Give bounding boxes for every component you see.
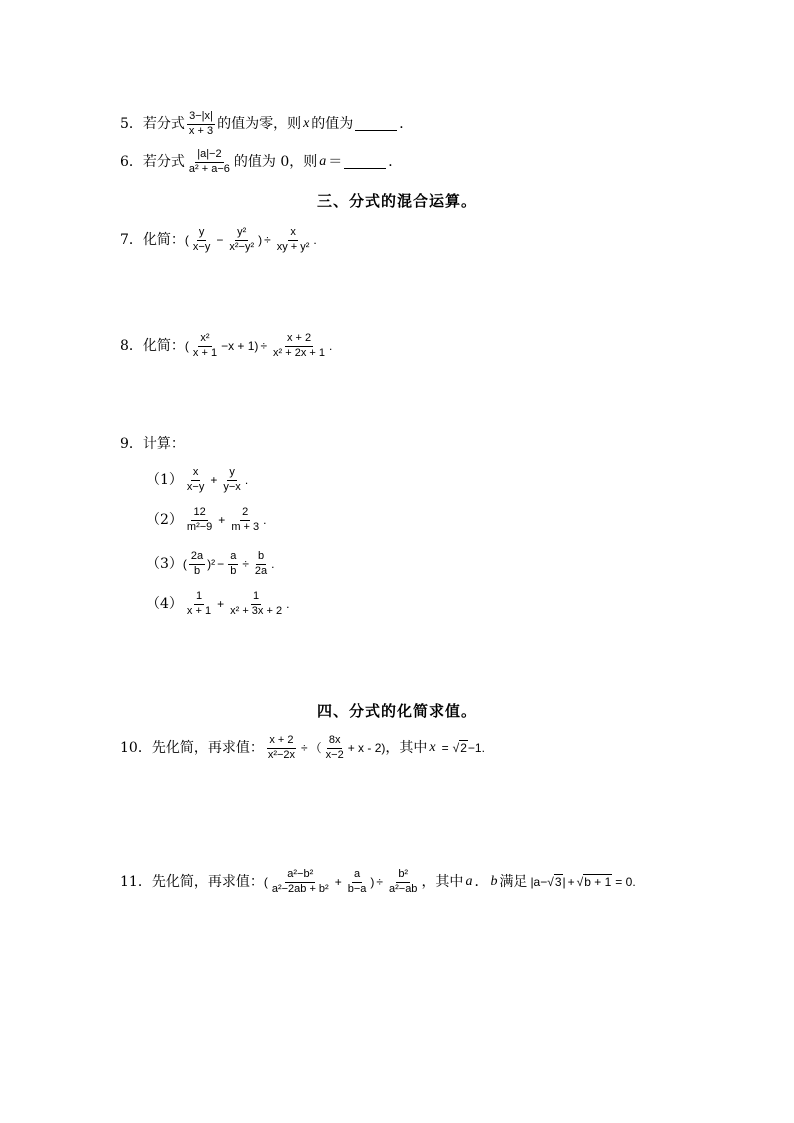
q9-p3-open-paren: ( <box>182 557 187 572</box>
q7-f3-num: x <box>288 226 298 241</box>
q9-p1-plus: + <box>210 473 218 488</box>
q6-numerator: |a|−2 <box>195 148 223 163</box>
q7-end: . <box>313 233 317 248</box>
q10-f2-num: 8x <box>327 734 343 749</box>
q9-p3-f1-den: b <box>193 564 201 577</box>
q10-variable: x <box>429 740 436 756</box>
q9-p3-power: )² <box>207 557 216 572</box>
q9-p1-f2-num: y <box>227 466 237 481</box>
q9-p3-divide: ÷ <box>242 557 249 572</box>
q10-f1-den: x²−2x <box>267 748 296 761</box>
q5-lead: 5．若分式 <box>120 116 185 133</box>
q8-fraction-1 <box>191 332 219 361</box>
q10-fraction-2 <box>324 734 346 763</box>
q8-mid: −x + 1) <box>221 339 259 354</box>
q10-end: . <box>481 741 485 756</box>
q11-sqrt-3-arg: 3 <box>554 875 562 890</box>
q9-p1-f1-den: x−y <box>186 480 205 493</box>
q9-p2-f2-den: m + 3 <box>231 520 260 533</box>
q9-p4-label: （4） <box>146 596 183 613</box>
question-9-part-3 <box>146 550 275 579</box>
q11-separator: ． <box>474 874 489 891</box>
q9-p4-end: . <box>286 597 290 612</box>
q11-f2-num: a <box>352 868 362 883</box>
q11-open-paren: ( <box>263 875 268 890</box>
q5-end: ． <box>399 116 414 133</box>
q9-p3-fraction-1 <box>189 550 205 579</box>
q6-fraction <box>187 148 232 177</box>
q10-f1-num: x + 2 <box>267 734 295 749</box>
q6-answer-blank[interactable] <box>344 156 386 169</box>
q7-fraction-2 <box>227 226 256 255</box>
q11-fraction-1 <box>270 868 331 897</box>
q9-p1-f2-den: y−x <box>223 480 241 493</box>
q9-p2-plus: + <box>218 513 226 528</box>
q9-p2-fraction-2 <box>229 506 261 535</box>
question-11 <box>120 868 636 897</box>
q11-var-b: b <box>490 874 498 890</box>
q9-p3-end: . <box>271 557 275 572</box>
q11-sqrt-3: √3 <box>547 875 562 890</box>
q11-equals-zero: = 0 <box>615 875 633 890</box>
q11-var-a: a <box>465 874 473 890</box>
section-3-heading: 三、分式的混合运算。 <box>316 192 477 210</box>
q11-f1-den: a²−2ab + b² <box>271 882 329 895</box>
q11-abs-close: | <box>562 875 566 890</box>
q11-f3-den: a²−ab <box>388 882 418 895</box>
q7-f2-den: x²−y² <box>229 240 255 253</box>
q11-f1-num: a²−b² <box>285 868 315 883</box>
q7-fraction-3 <box>275 226 312 255</box>
q9-p3-f2-den: b <box>230 564 237 577</box>
q8-f1-num: x² <box>198 332 211 347</box>
q5-tail: 的值为 <box>311 116 354 133</box>
q5-variable: x <box>303 116 310 132</box>
q7-f1-num: y <box>197 226 207 241</box>
q9-p3-f2-num: a <box>228 550 238 565</box>
q10-open-paren: （ <box>309 741 322 756</box>
q5-fraction <box>187 110 215 139</box>
q11-lead: 11．先化简，再求值： <box>120 874 264 891</box>
q6-mid: 的值为 0，则 <box>233 154 318 171</box>
q9-p2-label: （2） <box>146 512 183 529</box>
q11-close-paren: ) <box>370 875 375 890</box>
q9-p4-fraction-2 <box>228 590 284 619</box>
q5-denominator: x + 3 <box>188 124 214 137</box>
q5-answer-blank[interactable] <box>355 118 397 131</box>
q7-open-paren: ( <box>184 233 189 248</box>
q10-sqrt: √2 <box>452 741 467 756</box>
q9-p2-f2-num: 2 <box>240 506 250 521</box>
q9-p1-fraction-1 <box>185 466 206 495</box>
q9-p4-plus: + <box>217 597 225 612</box>
q11-satisfy: 满足 <box>499 874 528 891</box>
q9-p4-f2-den: x² + 3x + 2 <box>230 604 283 617</box>
q10-sqrt-arg: 2 <box>460 741 467 756</box>
q6-denominator: a² + a−6 <box>188 162 230 175</box>
q9-p4-fraction-1 <box>185 590 213 619</box>
q10-lead: 10．先化简，再求值： <box>120 740 264 757</box>
question-7 <box>120 226 317 255</box>
q6-lead: 6．若分式 <box>120 154 185 171</box>
q7-f3-den: xy + y² <box>276 240 310 253</box>
q10-mid: + x - 2) <box>347 741 386 756</box>
q8-f2-num: x + 2 <box>285 332 313 347</box>
q11-sqrt-b1: √b + 1 <box>576 875 612 890</box>
q9-p3-minus: − <box>217 557 225 572</box>
q9-p2-f1-den: m²−9 <box>186 520 213 533</box>
q11-fraction-2 <box>346 868 369 897</box>
q11-fraction-3 <box>387 868 419 897</box>
q8-open-paren: ( <box>184 339 189 354</box>
q9-p1-f1-num: x <box>191 466 201 481</box>
q9-p1-fraction-2 <box>221 466 242 495</box>
q9-p3-label: （3） <box>146 556 183 573</box>
q8-f2-den: x² + 2x + 1 <box>273 346 326 359</box>
q9-p4-f1-num: 1 <box>194 590 204 605</box>
q7-minus: − <box>216 233 224 248</box>
question-8 <box>120 332 332 361</box>
q7-lead: 7．化简： <box>120 232 185 249</box>
q9-p2-fraction-1 <box>185 506 214 535</box>
q10-tail: −1 <box>467 741 482 756</box>
question-9-part-1 <box>146 466 248 495</box>
q7-fraction-1 <box>191 226 212 255</box>
q10-condition: ，其中 <box>385 740 428 757</box>
q9-p2-f1-num: 12 <box>191 506 207 521</box>
q8-fraction-2 <box>271 332 327 361</box>
q11-divide: ÷ <box>376 875 383 890</box>
q6-end: ． <box>388 154 403 171</box>
q11-f3-num: b² <box>396 868 410 883</box>
q9-p3-fraction-2 <box>228 550 238 579</box>
question-10 <box>120 734 485 763</box>
q11-plus: + <box>334 875 342 890</box>
q10-fraction-1 <box>266 734 297 763</box>
q9-p3-f3-den: 2a <box>254 564 268 577</box>
q8-lead: 8．化简： <box>120 338 185 355</box>
q9-p4-f2-num: 1 <box>251 590 261 605</box>
q9-p4-f1-den: x + 1 <box>186 604 212 617</box>
q5-mid: 的值为零，则 <box>217 116 302 133</box>
q9-p3-f1-num: 2a <box>189 550 205 565</box>
q8-divide: ÷ <box>260 339 268 354</box>
question-6 <box>120 148 402 177</box>
q5-numerator: 3−|x| <box>187 110 215 125</box>
q9-p2-end: . <box>263 513 267 528</box>
q11-sqrt-b1-arg: b + 1 <box>584 875 612 890</box>
q9-p1-label: （1） <box>146 472 183 489</box>
q10-f2-den: x−2 <box>325 748 344 761</box>
q7-divide: ÷ <box>264 233 271 248</box>
q6-variable: a <box>319 154 327 170</box>
q8-f1-den: x + 1 <box>192 346 218 359</box>
q11-condition: ，其中 <box>421 874 464 891</box>
q10-equals: = <box>441 741 449 756</box>
q9-p3-fraction-3 <box>253 550 269 579</box>
q7-f2-num: y² <box>235 226 248 241</box>
q11-abs-open: |a− <box>530 875 548 890</box>
q11-end: . <box>632 875 636 890</box>
q8-end: . <box>329 339 333 354</box>
question-9-part-4 <box>146 590 289 619</box>
section-4-heading: 四、分式的化简求值。 <box>316 702 477 720</box>
q11-f2-den: b−a <box>347 882 367 895</box>
q9-p1-end: . <box>244 473 249 488</box>
q7-close-paren: ) <box>258 233 263 248</box>
question-9: 9．计算： <box>120 436 185 452</box>
q10-divide: ÷ <box>301 741 308 756</box>
question-5 <box>120 110 413 139</box>
q6-equals: ＝ <box>328 154 343 171</box>
question-9-part-2 <box>146 506 266 535</box>
q9-p3-f3-num: b <box>256 550 266 565</box>
q7-f1-den: x−y <box>192 240 211 253</box>
q11-plus-2: + <box>567 875 575 890</box>
